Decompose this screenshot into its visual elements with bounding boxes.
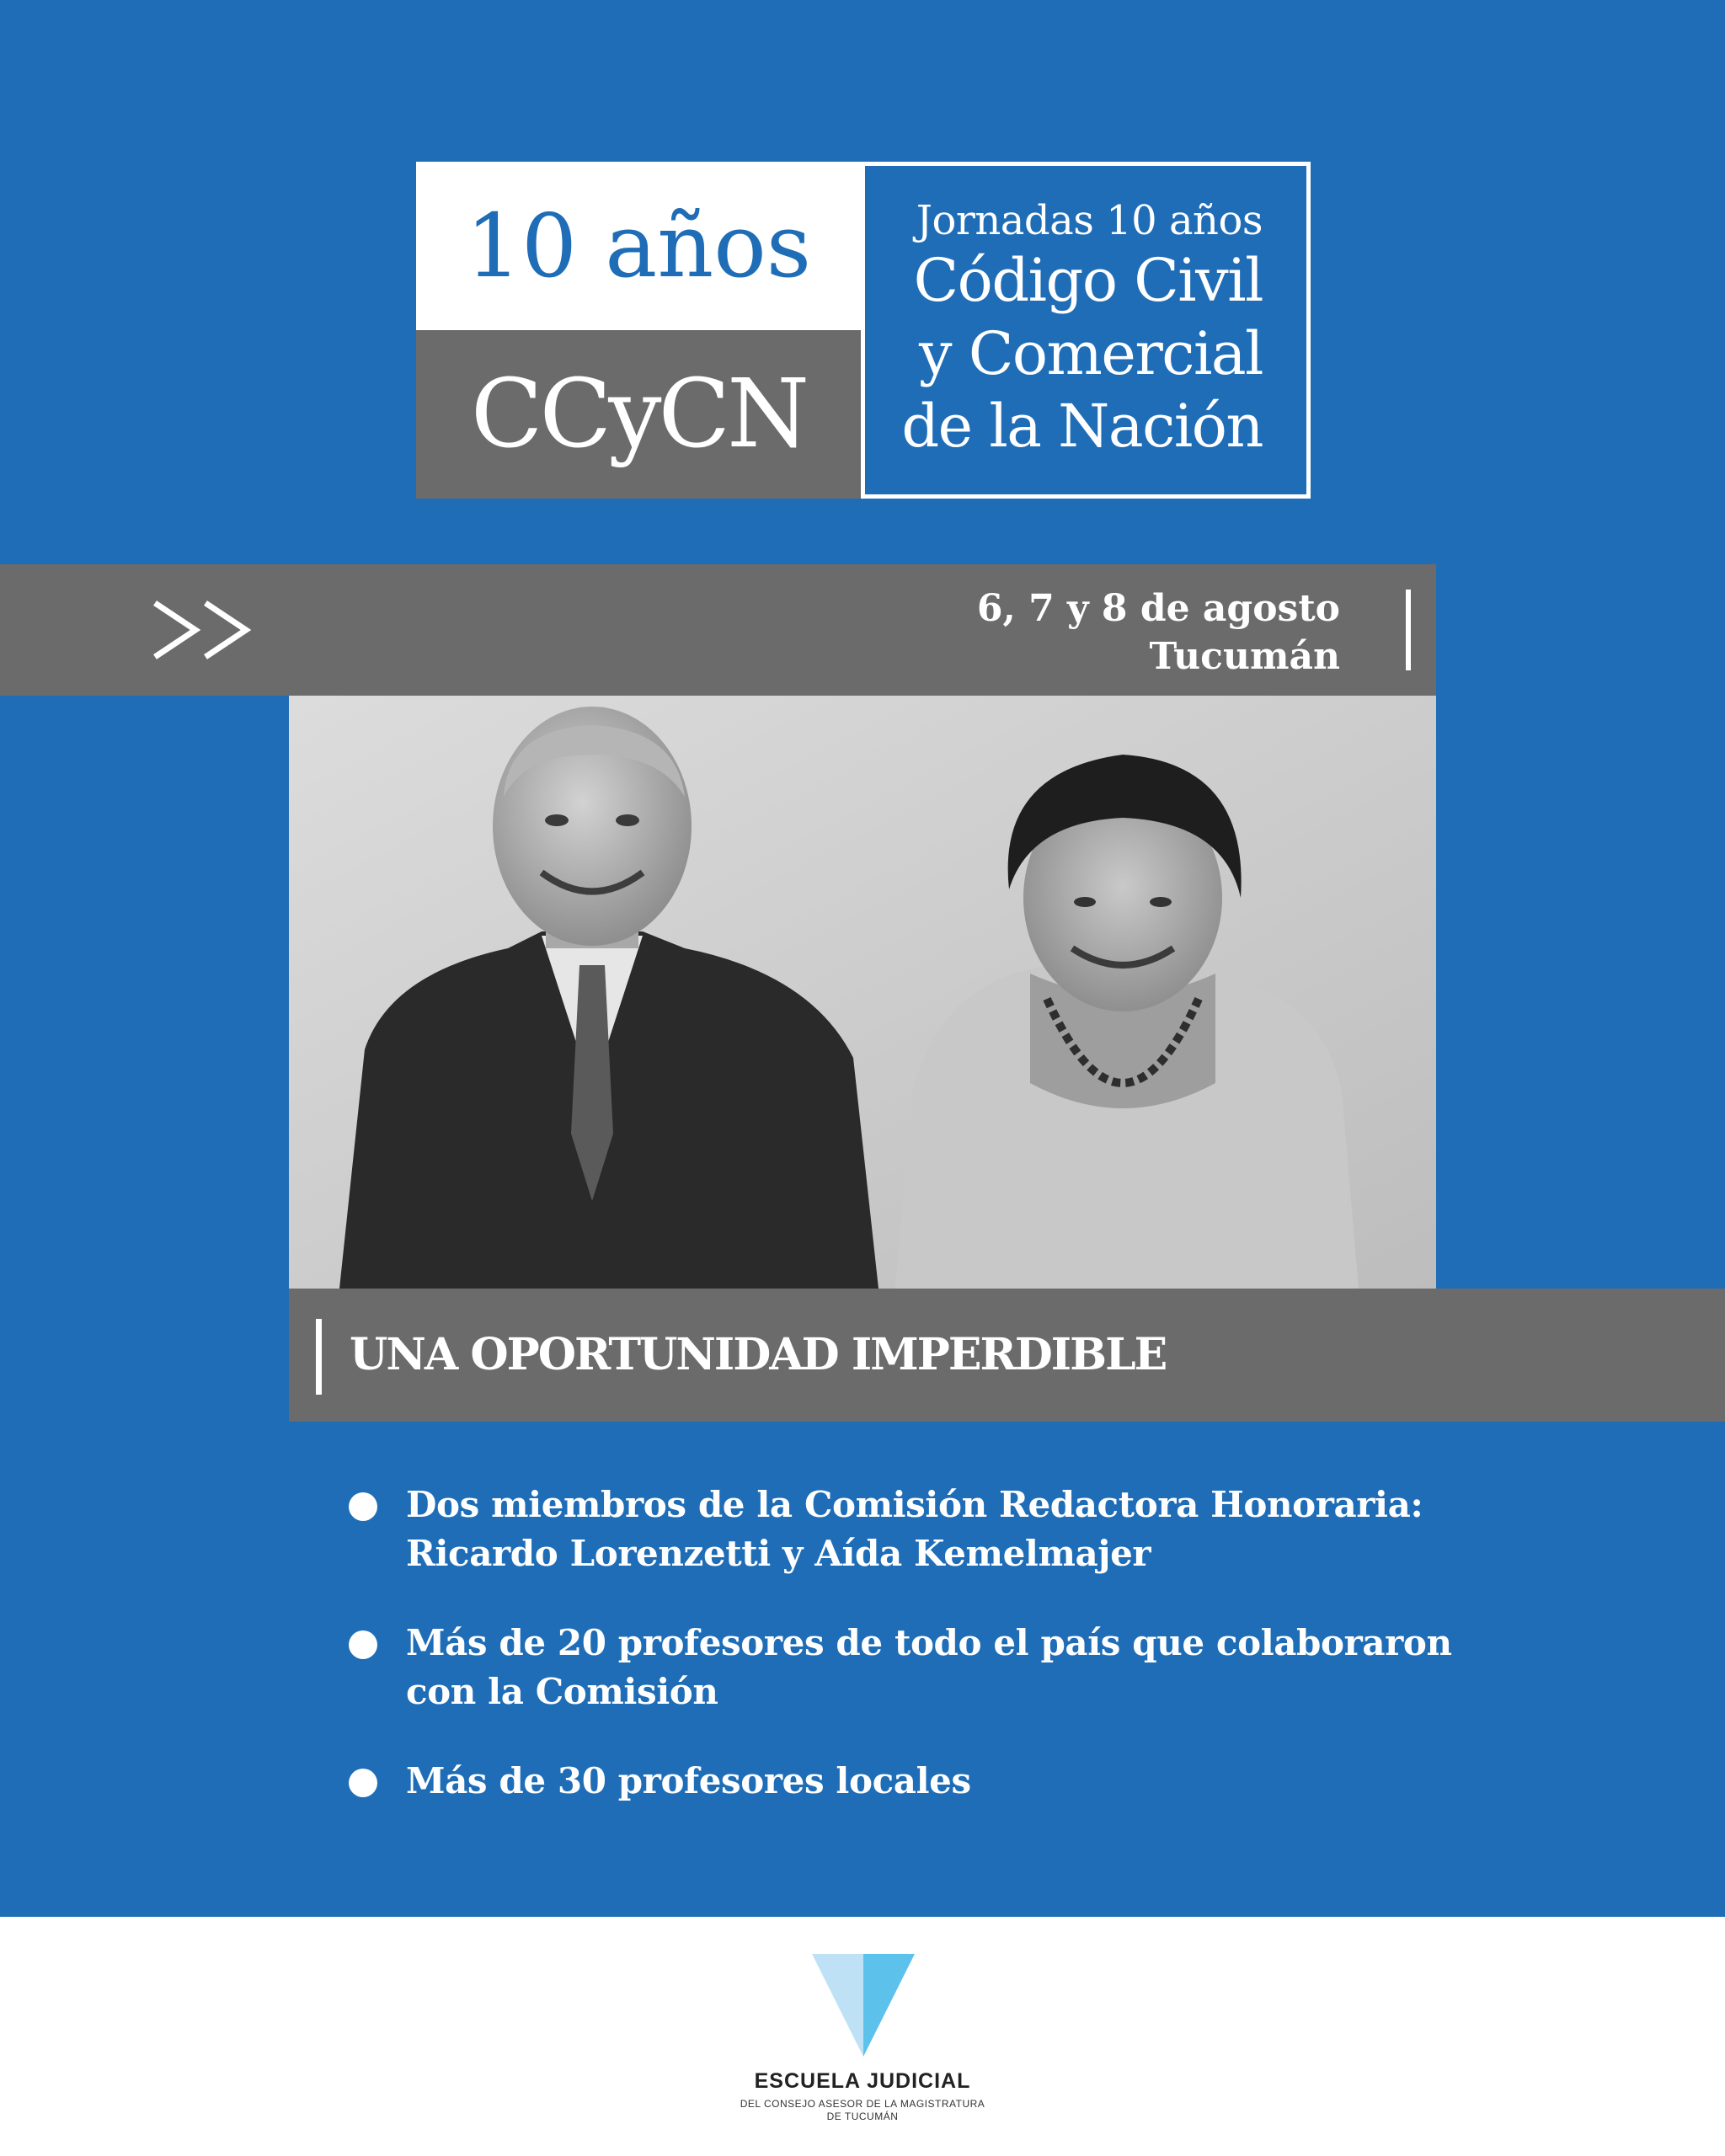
title-line-nacion: de la Nación xyxy=(901,391,1263,461)
highlight-divider xyxy=(316,1319,322,1395)
highlight-heading: UNA OPORTUNIDAD IMPERDIBLE xyxy=(350,1329,1167,1380)
double-chevron-right-icon xyxy=(152,596,253,664)
list-item-line: Ricardo Lorenzetti y Aída Kemelmajer xyxy=(406,1532,1151,1574)
bullet-dot-icon xyxy=(349,1769,377,1797)
title-full-name-box xyxy=(861,162,1311,499)
title-years-box xyxy=(416,162,861,330)
org-subtitle-2: DE TUCUMÁN xyxy=(826,2111,899,2122)
list-item-line: Más de 20 profesores de todo el país que colaboraron xyxy=(406,1621,1452,1663)
list-item xyxy=(345,1481,1457,1578)
event-location: Tucumán xyxy=(1149,635,1340,679)
title-line-codigo-civil: Código Civil xyxy=(913,246,1263,316)
speakers-photo-image xyxy=(289,696,1436,1289)
org-name: ESCUELA JUDICIAL xyxy=(754,2069,971,2093)
date-band xyxy=(0,564,1436,696)
escuela-judicial-logo-icon xyxy=(812,1954,915,2057)
title-line-comercial: y Comercial xyxy=(919,318,1263,388)
list-item-line: Dos miembros de la Comisión Redactora Honoraria: xyxy=(406,1484,1423,1525)
event-dates: 6, 7 y 8 de agosto xyxy=(976,587,1340,630)
list-item xyxy=(345,1757,1457,1806)
event-info xyxy=(977,584,1340,680)
list-item-line: con la Comisión xyxy=(406,1670,718,1712)
title-years: 10 años xyxy=(465,195,812,297)
highlights-list xyxy=(345,1481,1457,1846)
bullet-dot-icon xyxy=(349,1630,377,1659)
footer xyxy=(0,1917,1725,2156)
bullet-dot-icon xyxy=(349,1492,377,1521)
date-divider xyxy=(1406,590,1411,670)
title-acronym-box xyxy=(416,330,861,499)
title-acronym: CCyCN xyxy=(470,360,807,469)
highlight-band xyxy=(289,1289,1725,1422)
title-line-jornadas: Jornadas 10 años xyxy=(916,197,1263,245)
org-subtitle-1: DEL CONSEJO ASESOR DE LA MAGISTRATURA xyxy=(740,2098,985,2110)
list-item xyxy=(345,1619,1457,1716)
list-item-line: Más de 30 profesores locales xyxy=(406,1759,971,1801)
speakers-photo xyxy=(289,696,1436,1289)
